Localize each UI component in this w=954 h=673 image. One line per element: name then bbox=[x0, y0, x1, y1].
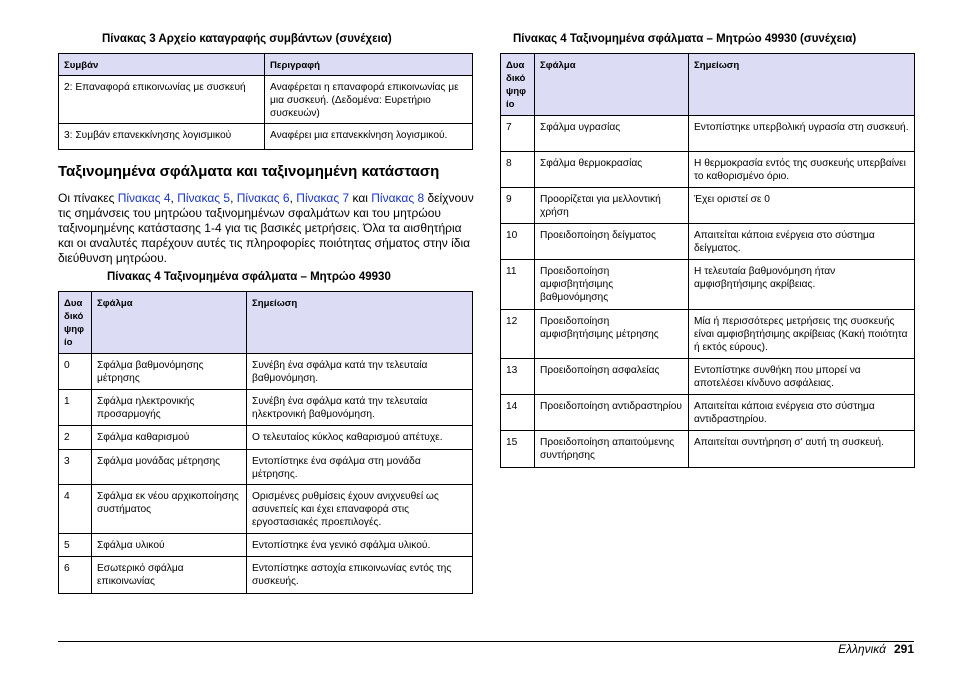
table-cell: Προειδοποίηση αντιδραστηρίου bbox=[535, 395, 689, 431]
column-header-error: Σφάλμα bbox=[92, 292, 247, 354]
separator: και bbox=[349, 191, 372, 205]
table-cell: Συνέβη ένα σφάλμα κατά την τελευταία βαθμονόμηση. bbox=[247, 354, 473, 390]
table-cell: 15 bbox=[501, 431, 535, 468]
table-cell: 9 bbox=[501, 188, 535, 224]
table-cell: 4 bbox=[59, 485, 92, 534]
table-row bbox=[501, 310, 915, 359]
table-row bbox=[501, 116, 915, 152]
table-cell: Η τελευταία βαθμονόμηση ήταν αμφισβητήσιμης ακρίβειας. bbox=[689, 260, 915, 310]
column-header-bit: Δυα δικό ψηφ ίο bbox=[59, 292, 92, 354]
table-cell: Προειδοποίηση ασφαλείας bbox=[535, 359, 689, 395]
table-row bbox=[501, 431, 915, 468]
intro-text-end: δείχνουν τις σημάνσεις του μητρώου ταξινομημένων σφαλμάτων και του μητρώου ταξινομημένης κατάστασης 1-4 για τις βασικές μετρήσεις. Όλα τα αισθητήρια και οι αναλυτές παρέχουν αυτές τις πληροφορίες ποιότητας σήματος στην ίδια διεύθυνση μητρώου. bbox=[58, 191, 474, 265]
table-row bbox=[501, 224, 915, 260]
column-header-note: Σημείωση bbox=[247, 292, 473, 354]
table-row bbox=[59, 390, 473, 426]
table-cell: Προειδοποίηση δείγματος bbox=[535, 224, 689, 260]
table-cell: Ορισμένες ρυθμίσεις έχουν ανιχνευθεί ως ασυνεπείς και έχει επαναφορά στις εργοστασιακές προεπιλογές. bbox=[247, 485, 473, 534]
table-cell: Αναφέρεται η επαναφορά επικοινωνίας με μια συσκευή. (Δεδομένα: Ευρετήριο συσκευών) bbox=[265, 76, 473, 124]
table-header-row bbox=[501, 54, 915, 116]
table-cell: 2 bbox=[59, 426, 92, 450]
page-number: 291 bbox=[893, 642, 914, 656]
table-cell: 6 bbox=[59, 557, 92, 594]
separator: , bbox=[170, 191, 178, 205]
table-cell: 7 bbox=[501, 116, 535, 152]
table-cell: Απαιτείται κάποια ενέργεια στο σύστημα αντιδραστηρίου. bbox=[689, 395, 915, 431]
table-cell: Σφάλμα θερμοκρασίας bbox=[535, 152, 689, 188]
table-cell: Σφάλμα εκ νέου αρχικοποίησης συστήματος bbox=[92, 485, 247, 534]
table-cell: Εντοπίστηκε υπερβολική υγρασία στη συσκευή. bbox=[689, 116, 915, 152]
table-row bbox=[59, 76, 473, 124]
table-cell: Εντοπίστηκε αστοχία επικοινωνίας εντός της συσκευής. bbox=[247, 557, 473, 594]
footer-language: Ελληνικά bbox=[838, 642, 886, 656]
column-header: Συμβάν bbox=[59, 54, 265, 76]
table-row bbox=[59, 426, 473, 450]
table-cell: 3 bbox=[59, 450, 92, 485]
table-cell: Σφάλμα υγρασίας bbox=[535, 116, 689, 152]
page-footer bbox=[838, 642, 914, 656]
table-row bbox=[501, 260, 915, 310]
table-row bbox=[501, 395, 915, 431]
errors-table-continued bbox=[500, 53, 915, 468]
table-row bbox=[59, 485, 473, 534]
section-paragraph bbox=[58, 191, 478, 266]
section-heading: Ταξινομημένα σφάλματα και ταξινομημένη κατάσταση bbox=[58, 163, 440, 180]
table-cell: Εντοπίστηκε συνθήκη που μπορεί να αποτελέσει κίνδυνο ασφάλειας. bbox=[689, 359, 915, 395]
table-row bbox=[59, 534, 473, 557]
link-table-7[interactable]: Πίνακας 7 bbox=[296, 191, 350, 205]
table-cell: 1 bbox=[59, 390, 92, 426]
table-cell: Σφάλμα καθαρισμού bbox=[92, 426, 247, 450]
table-cell: 0 bbox=[59, 354, 92, 390]
errors-table bbox=[58, 291, 473, 594]
table-row bbox=[59, 124, 473, 150]
table-row bbox=[59, 557, 473, 594]
table-cell: Συνέβη ένα σφάλμα κατά την τελευταία ηλεκτρονική βαθμονόμηση. bbox=[247, 390, 473, 426]
table-cell: 5 bbox=[59, 534, 92, 557]
table-cell: 12 bbox=[501, 310, 535, 359]
table-header-row bbox=[59, 292, 473, 354]
table-cell: 2: Επαναφορά επικοινωνίας με συσκευή bbox=[59, 76, 265, 124]
table-row bbox=[501, 359, 915, 395]
table-cell: Προειδοποίηση αμφισβητήσιμης μέτρησης bbox=[535, 310, 689, 359]
table-cell: Έχει οριστεί σε 0 bbox=[689, 188, 915, 224]
table-header-row bbox=[59, 54, 473, 76]
table-cell: 14 bbox=[501, 395, 535, 431]
column-header: Περιγραφή bbox=[265, 54, 473, 76]
table-row bbox=[59, 354, 473, 390]
table-cell: 11 bbox=[501, 260, 535, 310]
table-cell: Απαιτείται συντήρηση σ' αυτή τη συσκευή. bbox=[689, 431, 915, 468]
link-table-8[interactable]: Πίνακας 8 bbox=[371, 191, 425, 205]
table-cell: Σφάλμα υλικού bbox=[92, 534, 247, 557]
table-row bbox=[59, 450, 473, 485]
column-header-error: Σφάλμα bbox=[535, 54, 689, 116]
table-cell: Σφάλμα ηλεκτρονικής προσαρμογής bbox=[92, 390, 247, 426]
event-log-table bbox=[58, 53, 473, 150]
table-cell: 8 bbox=[501, 152, 535, 188]
table-cell: Προορίζεται για μελλοντική χρήση bbox=[535, 188, 689, 224]
table-cell: Αναφέρει μια επανεκκίνηση λογισμικού. bbox=[265, 124, 473, 150]
column-header-note: Σημείωση bbox=[689, 54, 915, 116]
table-cell: Μία ή περισσότερες μετρήσεις της συσκευής είναι αμφισβητήσιμης ακρίβειας (Κακή ποιότητα ή εκτός εύρους). bbox=[689, 310, 915, 359]
separator: , bbox=[289, 191, 297, 205]
footer-divider bbox=[58, 641, 914, 642]
table4-caption: Πίνακας 4 Ταξινομημένα σφάλματα – Μητρώο 49930 bbox=[107, 271, 391, 283]
table-cell: 3: Συμβάν επανεκκίνησης λογισμικού bbox=[59, 124, 265, 150]
column-header-bit: Δυα δικό ψηφ ίο bbox=[501, 54, 535, 116]
table-row bbox=[501, 188, 915, 224]
table-cell: 10 bbox=[501, 224, 535, 260]
table-cell: Ο τελευταίος κύκλος καθαρισμού απέτυχε. bbox=[247, 426, 473, 450]
table4-continued-caption: Πίνακας 4 Ταξινομημένα σφάλματα – Μητρώο 49930 (συνέχεια) bbox=[513, 33, 857, 45]
table-cell: Η θερμοκρασία εντός της συσκευής υπερβαίνει το καθορισμένο όριο. bbox=[689, 152, 915, 188]
table-cell: Σφάλμα μονάδας μέτρησης bbox=[92, 450, 247, 485]
table-cell: Προειδοποίηση αμφισβητήσιμης βαθμονόμησης bbox=[535, 260, 689, 310]
table-cell: 13 bbox=[501, 359, 535, 395]
link-table-5[interactable]: Πίνακας 5 bbox=[177, 191, 231, 205]
table3-caption: Πίνακας 3 Αρχείο καταγραφής συμβάντων (συνέχεια) bbox=[102, 33, 392, 45]
intro-text: Οι πίνακες bbox=[58, 191, 118, 205]
separator: , bbox=[230, 191, 237, 205]
table-cell: Εσωτερικό σφάλμα επικοινωνίας bbox=[92, 557, 247, 594]
table-cell: Εντοπίστηκε ένα γενικό σφάλμα υλικού. bbox=[247, 534, 473, 557]
table-cell: Προειδοποίηση απαιτούμενης συντήρησης bbox=[535, 431, 689, 468]
link-table-6[interactable]: Πίνακας 6 bbox=[236, 191, 290, 205]
table-cell: Εντοπίστηκε ένα σφάλμα στη μονάδα μέτρησης. bbox=[247, 450, 473, 485]
table-cell: Σφάλμα βαθμονόμησης μέτρησης bbox=[92, 354, 247, 390]
table-row bbox=[501, 152, 915, 188]
table-cell: Απαιτείται κάποια ενέργεια στο σύστημα δείγματος. bbox=[689, 224, 915, 260]
link-table-4[interactable]: Πίνακας 4 bbox=[117, 191, 171, 205]
